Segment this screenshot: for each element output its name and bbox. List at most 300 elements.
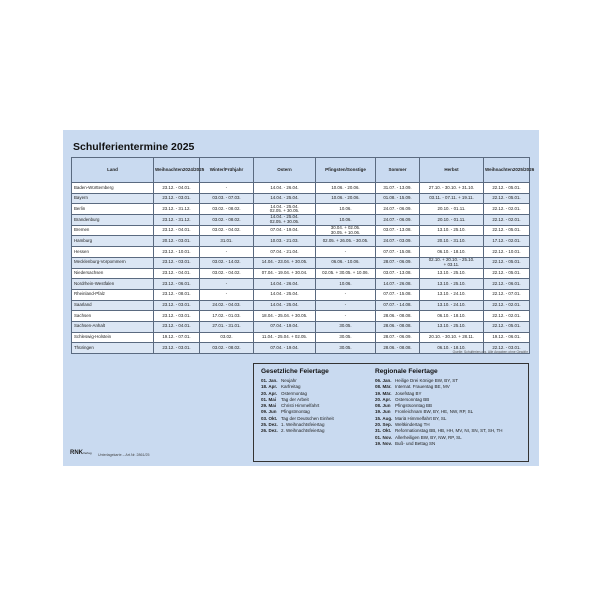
cell-line: 14.04. - 25.04.: [270, 203, 299, 209]
cell-line: 22.12. - 02.01.: [492, 216, 521, 222]
cell-line: 2025/2026: [512, 166, 535, 172]
national-holidays-list: [261, 378, 381, 435]
vacation-cell: [316, 279, 376, 290]
vacation-cell: [420, 332, 484, 343]
cell-line: 23.12. - 31.12.: [162, 216, 191, 222]
cell-line: 22.12. - 07.01.: [492, 291, 521, 297]
cell-line: Weihnachten: [485, 166, 513, 172]
vacation-cell: [200, 343, 254, 354]
vacation-cell: [484, 311, 530, 322]
cell-line: 23.12. - 03.01.: [162, 259, 191, 265]
cell-line: 23.12. - 04.01.: [162, 323, 191, 329]
cell-line: 23.12. - 03.01.: [162, 195, 191, 201]
holiday-item: [375, 441, 527, 447]
holiday-date: 01. Jan.: [261, 378, 278, 383]
cell-line: 14.04. - 25.04.: [270, 195, 299, 201]
cell-line: 22.12. - 03.01.: [492, 344, 521, 350]
cell-line: 14.04. - 25.04.: [270, 302, 299, 308]
cell-line: 31.07. - 13.09.: [383, 184, 412, 190]
vacation-cell: [484, 247, 530, 258]
cell-line: 03.02. - 14.02.: [212, 259, 241, 265]
holiday-date: 08. Jun: [375, 403, 391, 409]
source-note: Quelle: Schulferien.org, Alle Angaben ohne Gewähr: [452, 350, 528, 354]
cell-line: 20.10. - 30.10. + 28.11.: [428, 334, 475, 340]
cell-line: Pfingsten/Sonstige: [325, 166, 366, 172]
cell-line: 06.10. - 18.10.: [437, 344, 466, 350]
vacation-cell: [484, 236, 530, 247]
holiday-date: 01. Nov.: [375, 434, 392, 440]
vacation-cell: [484, 321, 530, 332]
cell-line: 19.12. - 07.01.: [162, 334, 191, 340]
regional-holidays: [375, 368, 527, 447]
vacation-cell: [154, 321, 200, 332]
holiday-date: 29. Mai: [261, 403, 277, 409]
holiday-date: 01. Mai: [261, 396, 277, 402]
regional-holidays-list: [375, 378, 527, 447]
vacation-cell: [154, 225, 200, 236]
cell-line: Bayern: [74, 195, 88, 201]
vacation-cell: [254, 343, 316, 354]
cell-line: 02.05. + 26.05. - 30.05.: [322, 237, 369, 243]
holiday-name: Mariä Himmelfahrt BY, SL: [395, 415, 447, 421]
table-row: [72, 289, 530, 300]
vacation-cell: [200, 321, 254, 332]
cell-line: Rheinland-Pfalz: [74, 291, 105, 297]
cell-line: Land: [107, 166, 118, 172]
cell-line: 27.01. - 31.01.: [212, 323, 241, 329]
vacation-cell: [420, 215, 484, 226]
vacation-cell: [254, 257, 316, 268]
vacation-cell: [316, 343, 376, 354]
holiday-name: Karfreitag: [281, 384, 301, 390]
cell-line: 01.08. - 15.09.: [383, 195, 412, 201]
cell-line: 10.06. - 20.06.: [331, 184, 360, 190]
cell-line: 23.12. - 03.01.: [162, 344, 191, 350]
vacation-cell: [420, 289, 484, 300]
cell-line: 23.12. - 04.01.: [162, 270, 191, 276]
vacation-cell: [316, 300, 376, 311]
holiday-name: Fronleichnam BW, BY, HE, NW, RP, SL: [395, 409, 474, 415]
cell-line: 07.04. - 21.04.: [270, 248, 299, 254]
vacation-cell: [316, 225, 376, 236]
state-name: [72, 257, 154, 268]
cell-line: -: [344, 248, 347, 254]
vacation-cell: [200, 215, 254, 226]
vacation-cell: [484, 289, 530, 300]
cell-line: 20.12. - 03.01.: [162, 237, 191, 243]
cell-line: 07.04. - 19.04.: [270, 227, 299, 233]
holiday-date: 03. Okt.: [261, 415, 278, 421]
holiday-date: 26. Dez.: [261, 428, 278, 434]
vacation-cell: [420, 183, 484, 194]
vacation-cell: [154, 268, 200, 279]
vacation-cell: [376, 268, 420, 279]
cell-line: 03.02. - 04.02.: [212, 227, 241, 233]
state-name: [72, 321, 154, 332]
cell-line: Brandenburg: [74, 216, 100, 222]
cell-line: 23.12. - 04.01.: [162, 227, 191, 233]
cell-line: -: [225, 184, 228, 190]
cell-line: 02.05. + 30.05.: [269, 208, 300, 214]
cell-line: 03.11. - 07.11. + 19.11.: [429, 195, 474, 201]
cell-line: 14.04. - 26.04.: [270, 184, 299, 190]
cell-line: 14.04. - 26.04.: [270, 280, 299, 286]
vacation-cell: [254, 225, 316, 236]
vacation-cell: [254, 268, 316, 279]
vacation-cell: [376, 247, 420, 258]
vacation-cell: [316, 215, 376, 226]
table-row: [72, 225, 530, 236]
holiday-name: Neujahr: [281, 378, 297, 383]
cell-line: Thüringen: [74, 344, 94, 350]
holiday-name: 2. Weihnachtsfeiertag: [281, 428, 325, 434]
state-name: [72, 343, 154, 354]
vacation-cell: [200, 247, 254, 258]
cell-line: Herbst: [444, 166, 459, 172]
cell-line: 30.05.: [339, 344, 352, 350]
holiday-name: 1. Weihnachtsfeiertag: [281, 422, 325, 428]
vacation-cell: [154, 183, 200, 194]
cell-line: 14.04. - 23.04. + 30.05.: [261, 259, 308, 265]
column-header: [254, 158, 316, 183]
holiday-name: Ostersonntag BB: [395, 396, 430, 402]
column-header: [316, 158, 376, 183]
state-name: [72, 247, 154, 258]
cell-line: 30.05. + 10.06.: [330, 229, 361, 235]
cell-line: 24.02. - 04.03.: [212, 302, 241, 308]
holiday-date: 15. Aug.: [375, 415, 393, 421]
vacation-cell: [154, 257, 200, 268]
vacation-cell: [420, 225, 484, 236]
national-holidays-title: Gesetzliche Feiertage: [261, 368, 329, 375]
table-row: [72, 257, 530, 268]
vacation-cell: [154, 332, 200, 343]
table-row: [72, 300, 530, 311]
cell-line: 11.04. - 25.04. + 02.05.: [261, 334, 308, 340]
cell-line: Schleswig-Holstein: [74, 334, 112, 340]
vacation-cell: [154, 215, 200, 226]
vacation-cell: [484, 193, 530, 204]
state-name: [72, 300, 154, 311]
cell-line: Weihnachten: [155, 166, 183, 172]
cell-line: 22.12. - 02.01.: [492, 312, 521, 318]
cell-line: 13.10. - 25.10.: [437, 227, 466, 233]
holiday-date: 06. Jan.: [375, 378, 392, 383]
vacation-cell: [376, 257, 420, 268]
cell-line: Sachsen-Anhalt: [74, 323, 105, 329]
cell-line: 03.02. - 08.02.: [212, 216, 241, 222]
vacation-cell: [420, 204, 484, 215]
holiday-name: Buß- und Bettag SN: [395, 440, 436, 446]
vacation-cell: [254, 247, 316, 258]
cell-line: 07.04. - 19.04.: [270, 344, 299, 350]
cell-line: 06.06. - 10.06.: [331, 259, 360, 265]
holiday-date: 20. Apr.: [261, 390, 278, 396]
cell-line: Berlin: [74, 205, 86, 211]
cell-line: 13.10. - 24.10.: [437, 302, 466, 308]
cell-line: Ostern: [277, 166, 292, 172]
vacation-cell: [484, 257, 530, 268]
cell-line: Nordrhein-Westfalen: [74, 280, 115, 286]
cell-line: 10.06.: [339, 280, 352, 286]
vacation-cell: [316, 311, 376, 322]
cell-line: 24.07. - 06.09.: [383, 205, 412, 211]
vacation-cell: [200, 236, 254, 247]
vacation-cell: [376, 300, 420, 311]
vacation-cell: [484, 268, 530, 279]
holiday-date: 25. Dez.: [261, 422, 278, 428]
vacation-cell: [316, 321, 376, 332]
state-name: [72, 215, 154, 226]
holiday-date: 18. Apr.: [261, 384, 278, 390]
holiday-date: 20. Apr.: [375, 396, 392, 402]
vacation-cell: [376, 225, 420, 236]
vacation-cell: [376, 215, 420, 226]
cell-line: 24.07. - 06.09.: [383, 216, 412, 222]
cell-line: 07.04. - 19.04. + 30.04.: [261, 270, 308, 276]
cell-line: 03.03. - 07.03.: [212, 195, 241, 201]
brand-name: RNK: [70, 450, 83, 456]
cell-line: 28.07. - 06.09.: [383, 259, 412, 265]
vacation-cell: [420, 236, 484, 247]
table-row: [72, 215, 530, 226]
vacation-cell: [376, 204, 420, 215]
cell-line: 07.07. - 14.08.: [383, 302, 412, 308]
vacation-cell: [254, 215, 316, 226]
brand-sub: Verlag: [83, 451, 92, 455]
cell-line: 02.05. + 30.05. + 10.06.: [322, 270, 369, 276]
vacation-cell: [484, 279, 530, 290]
cell-line: 17.12. - 02.01.: [492, 237, 521, 243]
vacation-cell: [200, 204, 254, 215]
table-row: [72, 193, 530, 204]
vacation-cell: [420, 247, 484, 258]
cell-line: 10.06.: [339, 216, 352, 222]
vacation-cell: [200, 183, 254, 194]
cell-line: 03.02. - 08.02.: [212, 205, 241, 211]
holiday-name: Tag der Deutschen Einheit: [281, 415, 334, 421]
cell-line: 22.12. - 05.01.: [492, 259, 521, 265]
cell-line: 28.06. - 08.08.: [383, 344, 412, 350]
vacation-cell: [316, 236, 376, 247]
vacation-cell: [376, 279, 420, 290]
column-header: [72, 158, 154, 183]
cell-line: -: [344, 312, 347, 318]
cell-line: 22.12. - 05.01.: [492, 227, 521, 233]
vacation-cell: [420, 311, 484, 322]
cell-line: Bremen: [74, 227, 90, 233]
cell-line: 06.10. - 18.10.: [437, 248, 466, 254]
cell-line: 28.07. - 06.09.: [383, 334, 412, 340]
footer-article-number: Unterlagekarte – Art.Nr. 2861/25: [98, 453, 150, 457]
holiday-name: Heilige Drei Könige BW, BY, ST: [395, 378, 458, 383]
cell-line: 03.02.: [220, 334, 233, 340]
table-row: [72, 279, 530, 290]
cell-line: Mecklenburg-Vorpommern: [74, 259, 126, 265]
cell-line: 22.12. - 06.01.: [492, 280, 521, 286]
cell-line: 10.03. - 21.03.: [270, 237, 299, 243]
vacation-cell: [254, 183, 316, 194]
cell-line: + 03.11.: [443, 261, 460, 267]
vacation-cell: [200, 193, 254, 204]
vacation-cell: [376, 289, 420, 300]
vacation-cell: [254, 279, 316, 290]
vacation-cell: [154, 279, 200, 290]
vacation-cell: [254, 321, 316, 332]
vacation-cell: [316, 268, 376, 279]
vacation-cell: [376, 311, 420, 322]
cell-line: -: [225, 248, 228, 254]
holiday-date: 08. Mär.: [375, 384, 392, 390]
vacation-cell: [420, 268, 484, 279]
vacation-cell: [200, 279, 254, 290]
vacation-cell: [254, 204, 316, 215]
cell-line: 14.04. - 25.04.: [270, 291, 299, 297]
cell-line: Hessen: [74, 248, 89, 254]
vacation-cell: [376, 236, 420, 247]
cell-line: 23.12. - 10.01.: [162, 248, 191, 254]
vacation-cell: [200, 311, 254, 322]
column-header: [484, 158, 535, 183]
vacation-cell: [420, 193, 484, 204]
vacation-cell: [316, 257, 376, 268]
state-name: [72, 311, 154, 322]
holiday-name: Weltkindertag TH: [395, 422, 430, 428]
vacation-cell: [484, 300, 530, 311]
table-row: [72, 268, 530, 279]
column-header: [154, 158, 205, 183]
vacation-cell: [254, 300, 316, 311]
table-row: [72, 204, 530, 215]
vacation-cell: [484, 225, 530, 236]
vacation-cell: [154, 247, 200, 258]
vacation-cell: [154, 300, 200, 311]
vacation-cell: [484, 332, 530, 343]
table-row: [72, 321, 530, 332]
cell-line: 20.10. - 01.11.: [437, 205, 466, 211]
cell-line: 13.10. - 25.10.: [437, 280, 466, 286]
cell-line: 22.12. - 05.01.: [492, 195, 521, 201]
cell-line: 03.07. - 13.08.: [383, 227, 412, 233]
column-header: [420, 158, 484, 183]
vacation-cell: [484, 215, 530, 226]
vacation-cell: [200, 300, 254, 311]
holiday-date: 19. Nov.: [375, 440, 392, 446]
vacation-cell: [376, 193, 420, 204]
page-title: Schulferientermine 2025: [73, 141, 195, 153]
cell-line: 23.12. - 06.01.: [162, 280, 191, 286]
cell-line: 06.10. - 18.10.: [437, 312, 466, 318]
holiday-name: Ostermontag: [281, 390, 308, 396]
vacation-cell: [316, 332, 376, 343]
holiday-date: 09. Jun: [261, 409, 277, 415]
cell-line: 02.05. + 30.05.: [269, 218, 300, 224]
vacation-cell: [376, 183, 420, 194]
cell-line: 22.12. - 10.01.: [492, 248, 521, 254]
vacation-cell: [254, 311, 316, 322]
cell-line: 27.10. - 30.10. + 31.10.: [428, 184, 475, 190]
regional-holidays-title: Regionale Feiertage: [375, 368, 438, 375]
cell-line: 03.02. - 04.02.: [212, 270, 241, 276]
vacation-cell: [154, 204, 200, 215]
cell-line: 22.12. - 05.01.: [492, 270, 521, 276]
cell-line: 19.12. - 06.01.: [492, 334, 521, 340]
vacation-cell: [154, 236, 200, 247]
state-name: [72, 225, 154, 236]
cell-line: 30.04. + 02.05.: [330, 225, 361, 230]
holiday-name: Internat. Frauentag BE, MV: [395, 384, 450, 390]
holiday-date: 20. Sep.: [375, 422, 393, 428]
cell-line: 23.12. - 31.12.: [162, 205, 191, 211]
cell-line: 13.10. - 25.10.: [437, 323, 466, 329]
table-row: [72, 311, 530, 322]
state-name: [72, 183, 154, 194]
cell-line: 22.12. - 02.01.: [492, 205, 521, 211]
vacation-cell: [420, 257, 484, 268]
holiday-name: Allerheiligen BW, BY, NW, RP, SL: [395, 434, 462, 440]
holiday-date: 19. Jun: [375, 409, 391, 415]
cell-line: 07.07. - 15.08.: [383, 291, 412, 297]
holiday-date: 31. Okt.: [375, 428, 392, 434]
table-row: [72, 183, 530, 194]
cell-line: Sommer: [388, 166, 407, 172]
vacation-cell: [254, 289, 316, 300]
vacation-cell: [484, 183, 530, 194]
vacation-cell: [316, 183, 376, 194]
vacation-cell: [154, 193, 200, 204]
vacation-cell: [154, 343, 200, 354]
vacation-cell: [154, 311, 200, 322]
vacation-cell: [200, 225, 254, 236]
cell-line: 22.12. - 02.01.: [492, 302, 521, 308]
table-row: [72, 332, 530, 343]
cell-line: 03.07. - 13.08.: [383, 270, 412, 276]
cell-line: 02.10. + 20.10. - 25.10.: [428, 257, 475, 263]
holidays-box: [253, 363, 529, 462]
cell-line: 20.10. - 01.11.: [437, 216, 466, 222]
cell-line: 28.06. - 08.08.: [383, 312, 412, 318]
holiday-name: Reformationstag BB, HB, HH, MV, NI, SN, ST, SH, TH: [395, 428, 503, 434]
cell-line: 07.04. - 19.04.: [270, 323, 299, 329]
cell-line: 30.05.: [339, 323, 352, 329]
vacation-cell: [254, 332, 316, 343]
holiday-name: Josefstag BY: [395, 390, 422, 396]
cell-line: 07.07. - 15.08.: [383, 248, 412, 254]
state-name: [72, 279, 154, 290]
column-header: [376, 158, 420, 183]
cell-line: 30.05.: [339, 334, 352, 340]
holiday-name: Christi Himmelfahrt: [281, 403, 320, 409]
cell-line: Winter/Frühjahr: [209, 166, 244, 172]
table-body: [72, 183, 530, 354]
state-name: [72, 289, 154, 300]
holiday-item: [261, 428, 381, 434]
cell-line: 13.10. - 25.10.: [437, 270, 466, 276]
cell-line: 23.12. - 08.01.: [162, 291, 191, 297]
cell-line: Hamburg: [74, 237, 93, 243]
vacation-cell: [154, 289, 200, 300]
state-name: [72, 236, 154, 247]
cell-line: 03.02. - 08.02.: [212, 344, 241, 350]
cell-line: Baden-Württemberg: [74, 184, 114, 190]
vacation-cell: [200, 257, 254, 268]
cell-line: -: [344, 302, 347, 308]
national-holidays: [261, 368, 381, 435]
holiday-name: Tag der Arbeit: [281, 396, 309, 402]
vacation-cell: [200, 332, 254, 343]
cell-line: -: [344, 291, 347, 297]
state-name: [72, 204, 154, 215]
